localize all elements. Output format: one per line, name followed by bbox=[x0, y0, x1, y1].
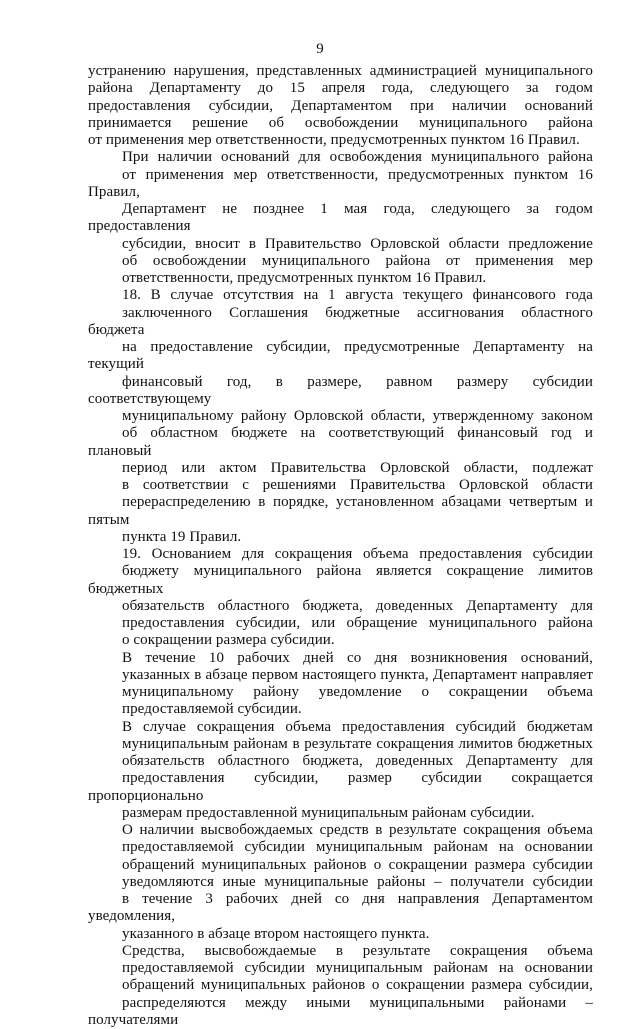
text-line: указанного в абзаце втором настоящего пункта. bbox=[88, 926, 593, 943]
text-line: Средства, высвобождаемые в результате сокращения объема bbox=[88, 943, 593, 960]
text-line: субсидии, вносит в Правительство Орловской области предложение bbox=[88, 236, 593, 253]
text-line: заключенного Соглашения бюджетные ассигнования областного бюджета bbox=[88, 305, 593, 340]
text-line: от применения мер ответственности, предусмотренных пунктом 16 Правил. bbox=[88, 132, 593, 149]
text-line: перераспределению в порядке, установленном абзацами четвертым и пятым bbox=[88, 494, 593, 529]
text-line: о сокращении размера субсидии. bbox=[88, 632, 593, 649]
paragraph bbox=[88, 287, 593, 546]
text-line: муниципальному району уведомление о сокращении объема bbox=[88, 684, 593, 701]
text-line: В течение 10 рабочих дней со дня возникновения оснований, bbox=[88, 650, 593, 667]
text-line: Департамент не позднее 1 мая года, следующего за годом предоставления bbox=[88, 201, 593, 236]
text-line: предоставления субсидии, или обращение муниципального района bbox=[88, 615, 593, 632]
text-line: О наличии высвобождаемых средств в результате сокращения объема bbox=[88, 822, 593, 839]
text-line: принимается решение об освобождении муниципального района bbox=[88, 115, 593, 132]
text-line: обязательств областного бюджета, доведенных Департаменту для bbox=[88, 598, 593, 615]
paragraph bbox=[88, 822, 593, 943]
text-line: бюджету муниципального района является сокращение лимитов бюджетных bbox=[88, 563, 593, 598]
text-line: распределяются между иными муниципальными районами – получателями bbox=[88, 995, 593, 1029]
text-line: финансовый год, в размере, равном размеру субсидии соответствующему bbox=[88, 374, 593, 409]
paragraph bbox=[88, 719, 593, 823]
text-line: муниципальному району Орловской области, утвержденному законом bbox=[88, 408, 593, 425]
text-line: устранению нарушения, представленных администрацией муниципального bbox=[88, 63, 593, 80]
text-line: в соответствии с решениями Правительства Орловской области bbox=[88, 477, 593, 494]
text-line: района Департаменту до 15 апреля года, следующего за годом bbox=[88, 80, 593, 97]
paragraph bbox=[88, 943, 593, 1029]
text-line: в течение 3 рабочих дней со дня направления Департаментом уведомления, bbox=[88, 891, 593, 926]
document-body bbox=[88, 63, 593, 1029]
text-line: период или актом Правительства Орловской области, подлежат bbox=[88, 460, 593, 477]
page-number: 9 bbox=[0, 40, 640, 58]
text-line: размерам предоставленной муниципальным районам субсидии. bbox=[88, 805, 593, 822]
text-line: об освобождении муниципального района от применения мер bbox=[88, 253, 593, 270]
text-line: предоставляемой субсидии муниципальным районам на основании bbox=[88, 960, 593, 977]
text-line: обращений муниципальных районов о сокращении размера субсидии bbox=[88, 857, 593, 874]
text-line: уведомляются иные муниципальные районы – получатели субсидии bbox=[88, 874, 593, 891]
text-line: муниципальным районам в результате сокращения лимитов бюджетных bbox=[88, 736, 593, 753]
text-line: пункта 19 Правил. bbox=[88, 529, 593, 546]
text-line: предоставления субсидии, размер субсидии сокращается пропорционально bbox=[88, 770, 593, 805]
text-line: предоставления субсидии, Департаментом при наличии оснований bbox=[88, 98, 593, 115]
text-line: При наличии оснований для освобождения муниципального района bbox=[88, 149, 593, 166]
text-line: обязательств областного бюджета, доведенных Департаменту для bbox=[88, 753, 593, 770]
text-line: указанных в абзаце первом настоящего пункта, Департамент направляет bbox=[88, 667, 593, 684]
text-line: на предоставление субсидии, предусмотренные Департаменту на текущий bbox=[88, 339, 593, 374]
text-line: обращений муниципальных районов о сокращении размера субсидии, bbox=[88, 977, 593, 994]
paragraph bbox=[88, 149, 593, 287]
text-line: 19. Основанием для сокращения объема предоставления субсидии bbox=[88, 546, 593, 563]
paragraph bbox=[88, 63, 593, 149]
text-line: 18. В случае отсутствия на 1 августа текущего финансового года bbox=[88, 287, 593, 304]
text-line: ответственности, предусмотренных пунктом 16 Правил. bbox=[88, 270, 593, 287]
paragraph bbox=[88, 650, 593, 719]
paragraph bbox=[88, 546, 593, 650]
text-line: предоставляемой субсидии. bbox=[88, 701, 593, 718]
text-line: об областном бюджете на соответствующий финансовый год и плановый bbox=[88, 425, 593, 460]
text-line: от применения мер ответственности, предусмотренных пунктом 16 Правил, bbox=[88, 167, 593, 202]
text-line: предоставляемой субсидии муниципальным районам на основании bbox=[88, 839, 593, 856]
text-line: В случае сокращения объема предоставления субсидий бюджетам bbox=[88, 719, 593, 736]
